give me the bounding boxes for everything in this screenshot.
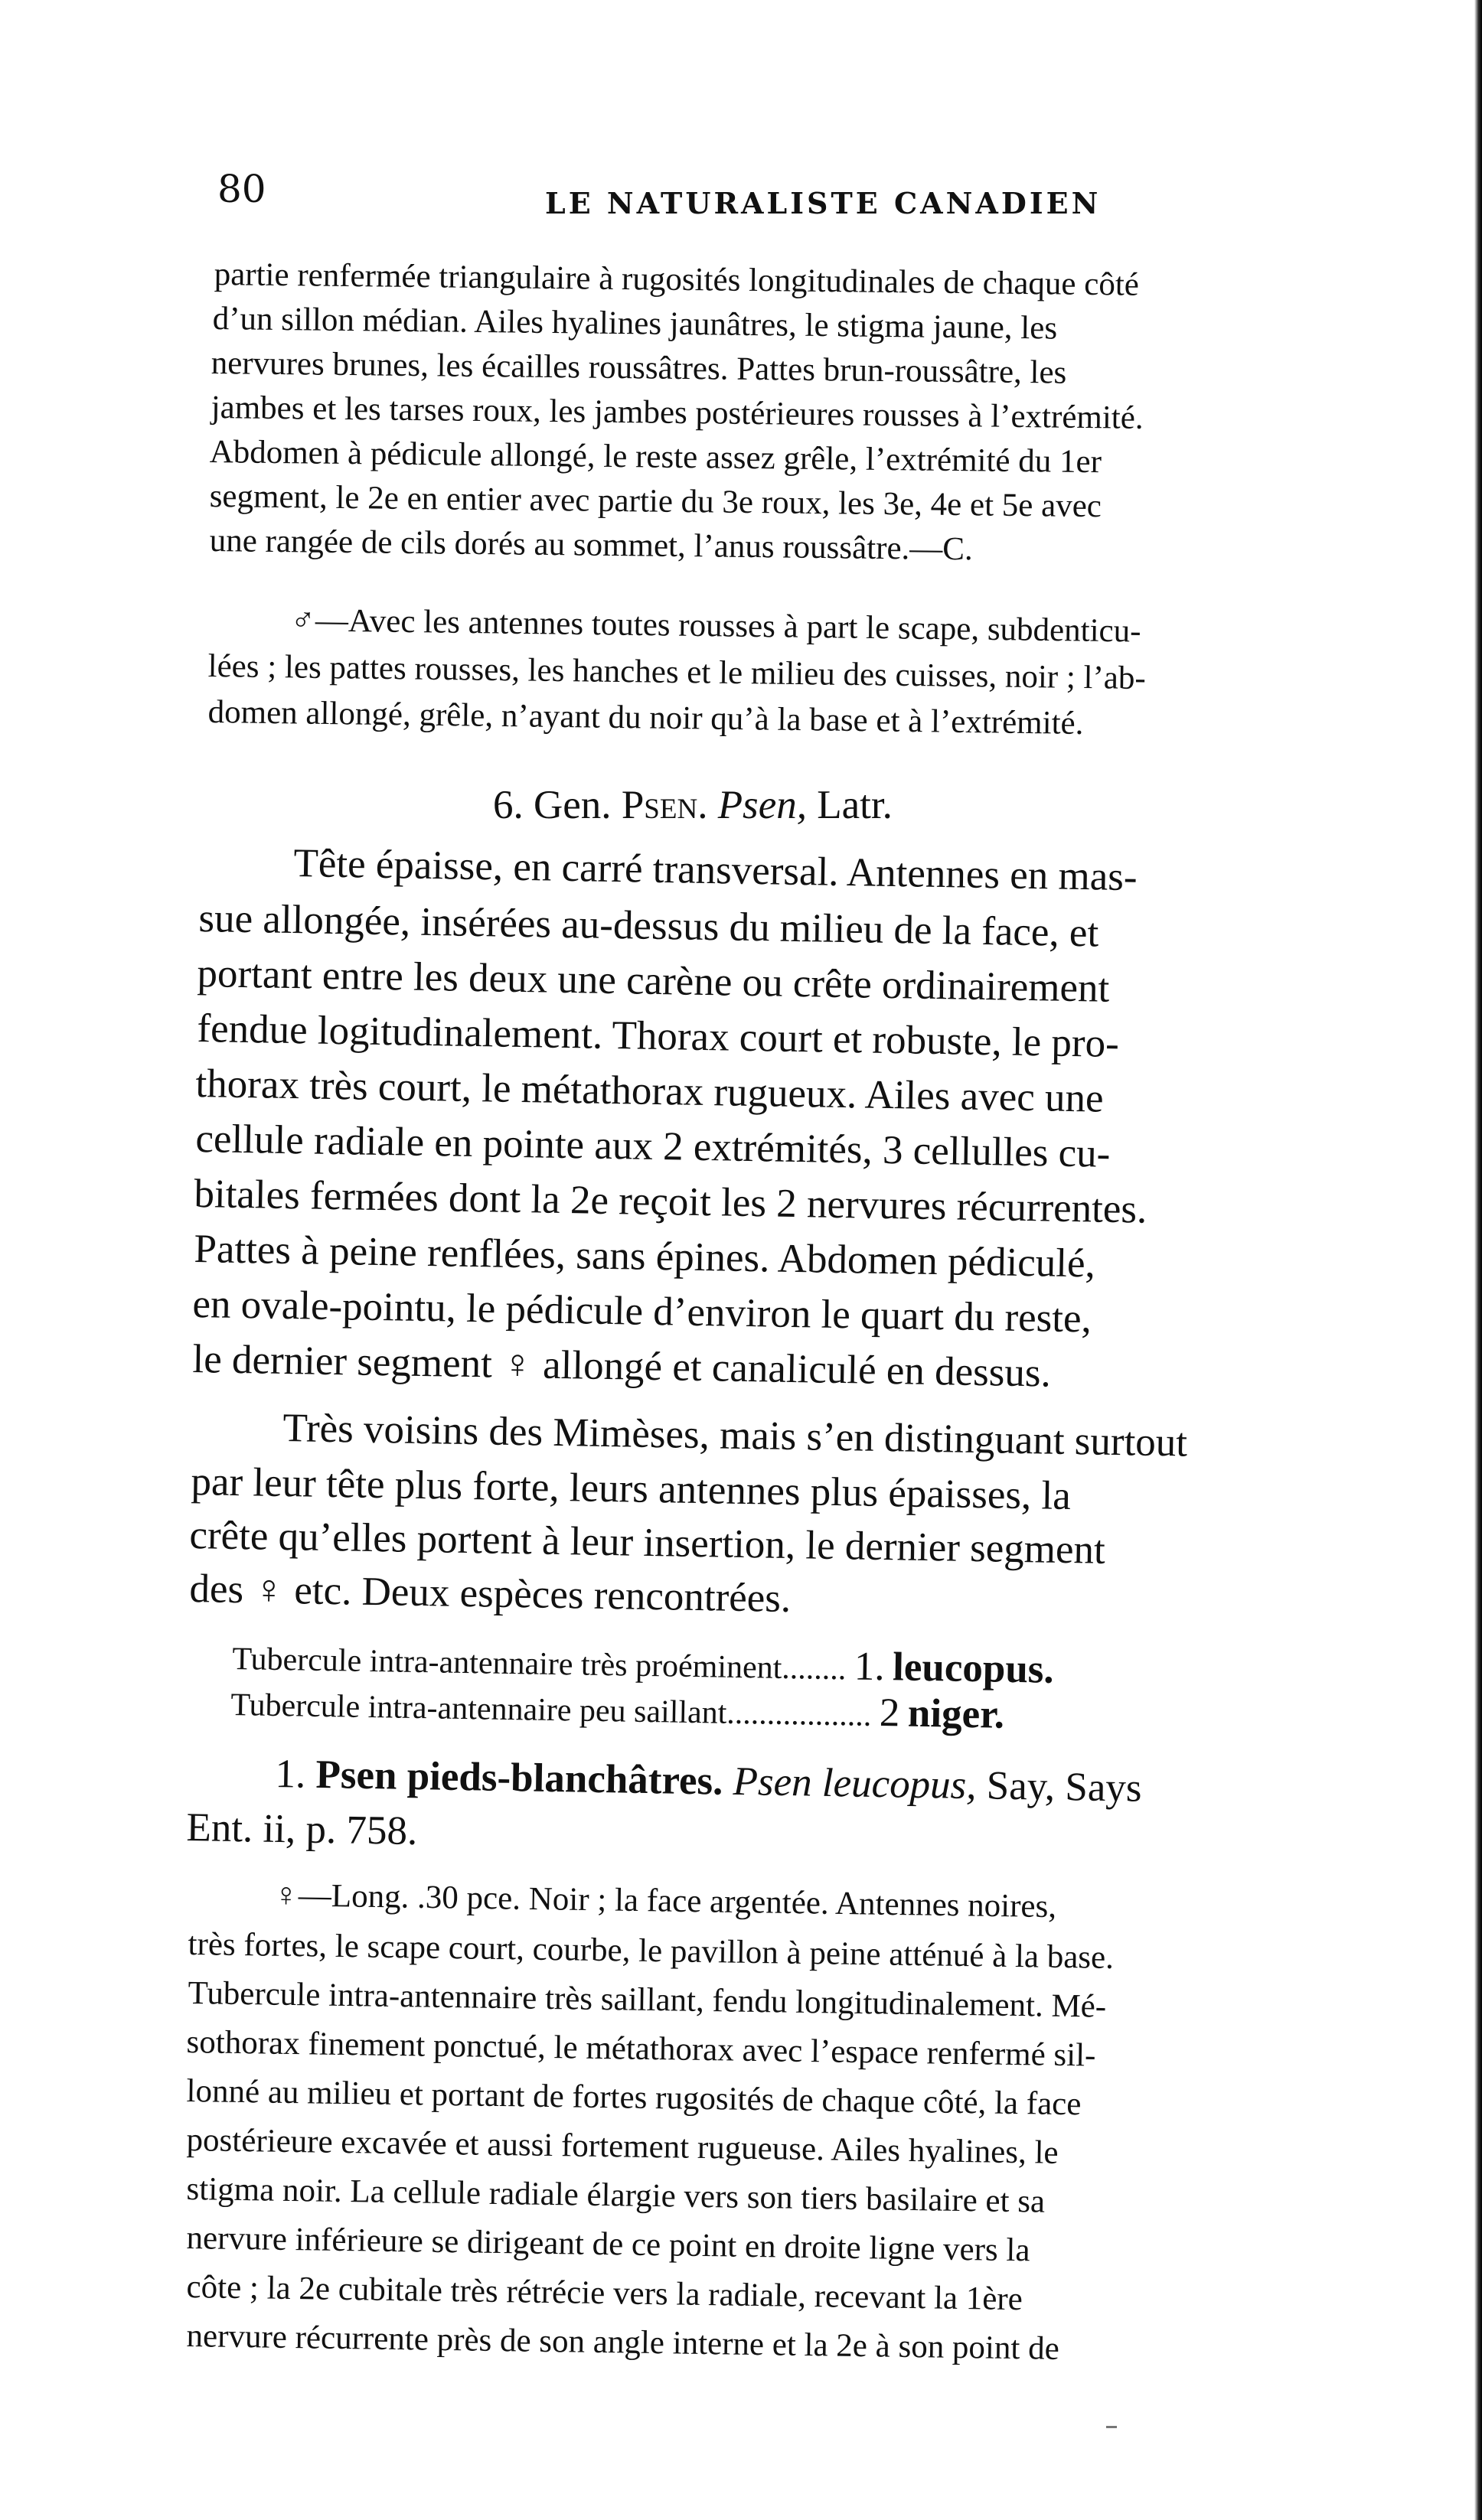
- text-line: en ovale-pointu, le pédicule d’environ le quart du reste,: [192, 1281, 1092, 1342]
- key-leader: ........: [781, 1650, 847, 1687]
- text-line: bitales fermées dont la 2e reçoit les 2 nervures récurrentes.: [194, 1171, 1147, 1232]
- species-heading: [275, 1751, 1142, 1811]
- page-edge-shadow: [1474, 0, 1482, 2520]
- text-line: ♂—Avec les antennes toutes rousses à part le scape, subdenticu-: [290, 601, 1141, 650]
- page-number: 80: [217, 167, 266, 211]
- text-line: le dernier segment ♀ allongé et canaliculé en dessus.: [192, 1336, 1052, 1396]
- text-line: cellule radiale en pointe aux 2 extrémités, 3 cellulles cu-: [195, 1116, 1111, 1176]
- text-line: ♀—Long. .30 pce. Noir ; la face argentée. Antennes noires,: [273, 1877, 1057, 1925]
- text-line: nervures brunes, les écailles roussâtres. Pattes brun-roussâtre, les: [211, 344, 1067, 391]
- text-line: sue allongée, insérées au-dessus du milieu de la face, et: [198, 895, 1099, 956]
- text-line: domen allongé, grêle, n’ayant du noir qu’à la base et à l’extrémité.: [207, 693, 1084, 742]
- text-line: fendue logitudinalement. Thorax court et robuste, le pro-: [197, 1006, 1120, 1066]
- text-line: stigma noir. La cellule radiale élargie vers son tiers basilaire et sa: [186, 2171, 1046, 2220]
- text-line: Pattes à peine renflées, sans épines. Abdomen pédiculé,: [194, 1226, 1096, 1286]
- genus-heading: [493, 782, 893, 828]
- text-line: d’un sillon médian. Ailes hyalines jaunâtres, le stigma jaune, les: [212, 300, 1058, 347]
- text-line: Très voisins des Mimèses, mais s’en distinguant surtout: [282, 1405, 1188, 1465]
- species-reference: Ent. ii, p. 758.: [186, 1804, 418, 1853]
- scan-mark: [1106, 2426, 1117, 2428]
- key-number: 2: [879, 1690, 900, 1736]
- genus-author: Latr.: [817, 783, 893, 827]
- genus-label: Gen.: [534, 783, 612, 827]
- text-line: nervure inférieure se dirigeant de ce point en droite ligne vers la: [186, 2220, 1030, 2269]
- text-line: sothorax finement ponctué, le métathorax avec l’espace renfermé sil-: [186, 2024, 1096, 2074]
- text-line: nervure récurrente près de son angle interne et la 2e à son point de: [186, 2318, 1060, 2367]
- text-line: portant entre les deux une carène ou crête ordinairement: [197, 950, 1110, 1011]
- key-text: Tubercule intra-antennaire très proéminent: [232, 1641, 782, 1686]
- text-line: thorax très court, le métathorax rugueux. Ailes avec une: [195, 1061, 1105, 1121]
- text-line: Abdomen à pédicule allongé, le reste assez grêle, l’extrémité du 1er: [209, 433, 1102, 481]
- text-line: partie renfermée triangulaire à rugosités longitudinales de chaque côté: [214, 256, 1140, 303]
- text-line: des ♀ etc. Deux espèces rencontrées.: [189, 1566, 792, 1622]
- species-number: 1.: [275, 1751, 306, 1797]
- key-leader: ..................: [726, 1695, 872, 1733]
- text-line: postérieure excavée et aussi fortement rugueuse. Ailes hyalines, le: [186, 2122, 1059, 2171]
- text-line: jambes et les tarses roux, les jambes postérieures rousses à l’extrémité.: [211, 389, 1144, 436]
- genus-name: Psen.: [621, 783, 708, 827]
- text-line: crête qu’elles portent à leur insertion, le dernier segment: [189, 1512, 1106, 1573]
- key-species: leucopus.: [892, 1645, 1055, 1692]
- species-scientific-name: Psen leucopus,: [733, 1759, 978, 1808]
- text-line: lées ; les pattes rousses, les hanches et le milieu des cuisses, noir ; l’ab-: [207, 647, 1147, 697]
- key-number: 1.: [854, 1644, 886, 1690]
- text-line: segment, le 2e en entier avec partie du 3e roux, les 3e, 4e et 5e avec: [209, 478, 1102, 525]
- key-species: niger.: [907, 1690, 1005, 1737]
- text-line: Tête épaisse, en carré transversal. Antennes en mas-: [293, 840, 1138, 900]
- text-line: très fortes, le scape court, courbe, le pavillon à peine atténué à la base.: [188, 1926, 1115, 1976]
- text-line: par leur tête plus forte, leurs antennes plus épaisses, la: [191, 1459, 1072, 1519]
- species-common-name: Psen pieds-blanchâtres.: [315, 1752, 723, 1804]
- text-line: lonné au milieu et portant de fortes rugosités de chaque côté, la face: [186, 2073, 1082, 2123]
- text-line: une rangée de cils dorés au sommet, l’anus roussâtre.—C.: [209, 522, 974, 568]
- genus-number: 6.: [493, 783, 524, 827]
- genus-italic-name: Psen,: [717, 783, 807, 827]
- running-header: LE NATURALISTE CANADIEN: [545, 186, 1102, 220]
- species-author: Say, Says: [986, 1763, 1142, 1811]
- key-text: Tubercule intra-antennaire peu saillant: [230, 1687, 727, 1731]
- text-line: Tubercule intra-antennaire très saillant, fendu longitudinalement. Mé-: [188, 1975, 1107, 2025]
- text-line: côte ; la 2e cubitale très rétrécie vers la radiale, recevant la 1ère: [186, 2269, 1023, 2318]
